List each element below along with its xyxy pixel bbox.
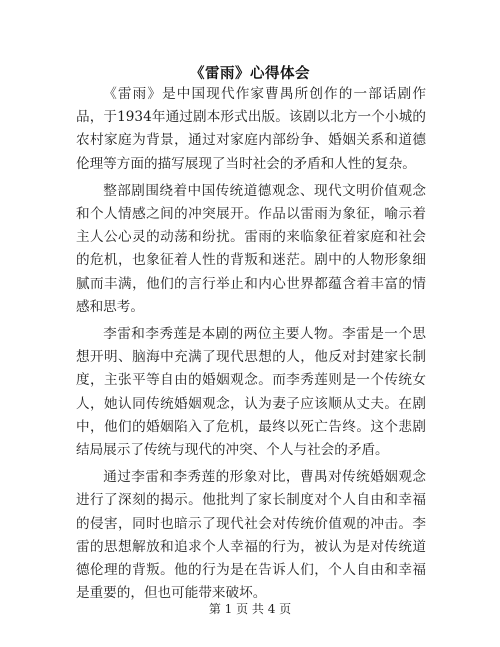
document-title: 《雷雨》心得体会: [190, 65, 310, 82]
document-body: [76, 83, 426, 609]
paragraph-4: 通过李雷和李秀莲的形象对比，曹禺对传统婚姻观念进行了深刻的揭示。他批判了家长制度对个人自由和幸福的侵害，同时也暗示了现代社会对传统价值观的冲击。李雷的思想解放和追求个人幸福的行为，被认为是对传统道德伦理的背叛。他的行为是在告诉人们，个人自由和幸福是重要的，但也可能带来破坏。: [76, 469, 426, 602]
paragraph-1: 《雷雨》是中国现代作家曹禺所创作的一部话剧作品，于1934年通过剧本形式出版。该剧以北方一个小城的农村家庭为背景，通过对家庭内部纷争、婚姻关系和道德伦理等方面的描写展现了当时社会的矛盾和人性的复杂。: [76, 86, 426, 172]
paragraph-2: 整部剧围绕着中国传统道德观念、现代文明价值观念和个人情感之间的冲突展开。作品以雷雨为象征，喻示着主人公心灵的动荡和纷扰。雷雨的来临象征着家庭和社会的危机，也象征着人性的背叛和迷茫。剧中的人物形象细腻而丰满，他们的言行举止和内心世界都蕴含着丰富的情感和思考。: [76, 182, 426, 315]
page-number-footer: 第 1 页 共 4 页: [208, 602, 292, 616]
paragraph-3: 李雷和李秀莲是本剧的两位主要人物。李雷是一个思想开明、脑海中充满了现代思想的人，他反对封建家长制度，主张平等自由的婚姻观念。而李秀莲则是一个传统女人，她认同传统婚姻观念，认为妻子应该顺从丈夫。在剧中，他们的婚姻陷入了危机，最终以死亡告终。这个悲剧结局展示了传统与现代的冲突、个人与社会的矛盾。: [76, 326, 426, 459]
